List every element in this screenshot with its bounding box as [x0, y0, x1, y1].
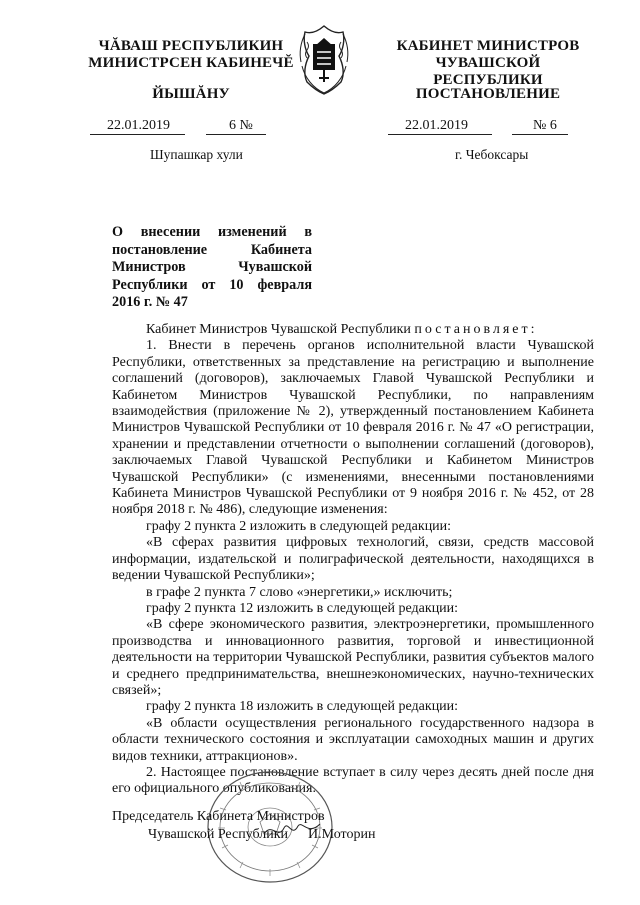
body-paragraph-1: 1. Внести в перечень органов исполнительной власти Чувашской Республики, ответственных за представление на регистрацию и выполнение соглашений (договоров), заключаемых Главой Чувашской Республики и Кабинетом Министров Чувашской Республики, по направлениям взаимодействия (приложение № 2), утвержденный постановлением Кабинета Министров Чувашской Республики от 10 февраля 2016 г. № 47 «О регистрации, хранении и представлении отчетности о выполнении соглашений (договоров), заключаемых Главой Чувашской Республики и Кабинетом Министров Чувашской Республики» (с изменениями, внесенными постановлениями Кабинета Министров Чувашской Республики от 9 ноября 2016 г. № 452, от 28 ноября 2018 г. № 486), следующие изменения:	[112, 338, 594, 518]
left-number: 6 №	[229, 118, 253, 133]
coat-of-arms-emblem-icon	[297, 22, 351, 96]
body-paragraph-8: «В области осуществления регионального государственного надзора в области технического состояния и эксплуатации самоходных машин и других видов техники, аттракционов».	[112, 715, 594, 764]
header-right-title	[388, 38, 588, 89]
header-right-doctype: ПОСТАНОВЛЕНИЕ	[415, 86, 561, 102]
body-paragraph-9: 2. Настоящее постановление вступает в силу через десять дней после дня его официального опубликования.	[112, 764, 594, 797]
signatory-title-line2: Чувашской Республики	[148, 827, 289, 842]
body-paragraph-6: «В сфере экономического развития, электроэнергетики, промышленного производства и инновационного развития, торговой и инвестиционной деятельности на территории Чувашской Республики, развития субъектов малого и среднего предпринимательства, внешнеэкономических, научно-технических связей»;	[112, 617, 594, 698]
body-paragraph-5: графу 2 пункта 12 изложить в следующей редакции:	[146, 600, 459, 616]
right-number: № 6	[533, 118, 557, 133]
signatory-title-line1: Председатель Кабинета Министров	[112, 809, 325, 824]
right-number-underline	[512, 134, 568, 135]
header-left-title	[80, 38, 302, 72]
left-place: Шупашкар хули	[150, 147, 243, 162]
left-date-underline	[90, 134, 185, 135]
body-paragraph-7: графу 2 пункта 18 изложить в следующей редакции:	[146, 699, 459, 715]
left-number-underline	[206, 134, 266, 135]
document-subject: О внесении изменений в постановление Кабинета Министров Чувашской Республики от 10 февраля 2016 г. № 47	[112, 224, 312, 310]
right-date: 22.01.2019	[405, 118, 468, 133]
body-intro	[112, 322, 594, 338]
body-paragraph-4: в графе 2 пункта 7 слово «энергетики,» исключить;	[146, 584, 453, 600]
header-left-line1: ЧĂВАШ РЕСПУБЛИКИН	[98, 38, 284, 54]
header-left-line2: МИНИСТРСЕН КАБИНЕЧĔ	[88, 55, 294, 71]
body-paragraph-3: «В сферах развития цифровых технологий, связи, средств массовой информации, издательской и полиграфической деятельности, находящихся в ведении Чувашской Республики»;	[112, 535, 594, 584]
signatory-name: И.Моторин	[308, 827, 376, 842]
document-body	[112, 322, 594, 798]
header-right-line1: КАБИНЕТ МИНИСТРОВ	[396, 38, 580, 54]
handwritten-signature-icon	[262, 814, 322, 844]
body-intro-verb: постановляет:	[414, 322, 538, 337]
right-place: г. Чебоксары	[455, 147, 529, 162]
body-paragraph-2: графу 2 пункта 2 изложить в следующей редакции:	[146, 518, 452, 534]
header-left-doctype: ЙЫШĂНУ	[152, 86, 230, 102]
body-intro-text: Кабинет Министров Чувашской Республики	[146, 322, 411, 337]
left-date: 22.01.2019	[107, 118, 170, 133]
right-date-underline	[388, 134, 492, 135]
header-right-line2: ЧУВАШСКОЙ РЕСПУБЛИКИ	[433, 55, 543, 88]
